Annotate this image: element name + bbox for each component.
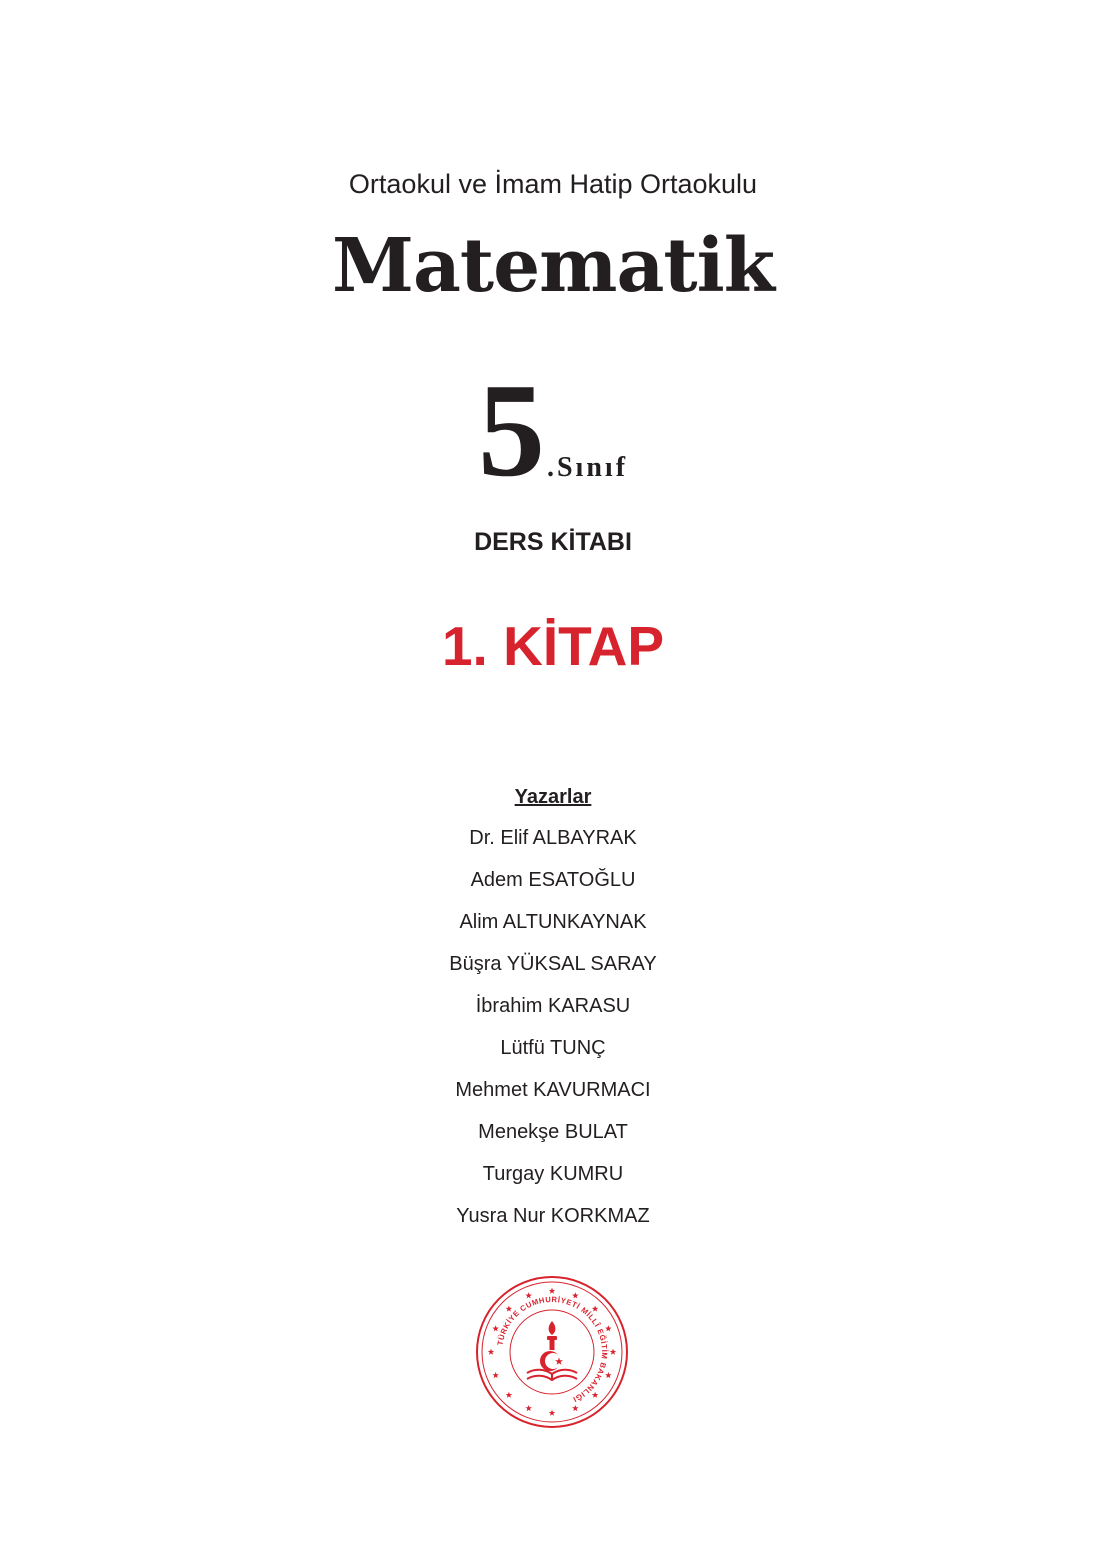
seal-star <box>506 1305 512 1311</box>
seal-star <box>592 1392 598 1398</box>
author-name: Büşra YÜKSAL SARAY <box>449 953 657 975</box>
grade-suffix: .Sınıf <box>546 452 629 483</box>
open-book-icon <box>527 1370 577 1380</box>
author-name: Dr. Elif ALBAYRAK <box>469 827 637 849</box>
seal-star <box>572 1405 578 1411</box>
seal-star <box>605 1372 611 1378</box>
authors-list <box>0 824 1106 1244</box>
seal-star <box>592 1305 598 1311</box>
author-name: Lütfü TUNÇ <box>500 1037 606 1059</box>
seal-star <box>549 1410 555 1416</box>
authors-heading: Yazarlar <box>514 786 592 808</box>
seal-star <box>610 1349 616 1355</box>
author-name: Menekşe BULAT <box>478 1121 628 1143</box>
author-name: Yusra Nur KORKMAZ <box>456 1205 650 1227</box>
author-name: İbrahim KARASU <box>475 995 631 1017</box>
seal-star <box>572 1292 578 1298</box>
seal-star <box>525 1292 531 1298</box>
seal-star <box>488 1349 494 1355</box>
cover-subtitle: Ortaokul ve İmam Hatip Ortaokulu <box>348 169 758 199</box>
crescent-star-icon <box>540 1351 563 1371</box>
seal-star <box>549 1288 555 1294</box>
seal-star <box>525 1405 531 1411</box>
book-type: DERS KİTABI <box>474 528 632 556</box>
book-title: Matematik <box>332 223 774 309</box>
author-name: Adem ESATOĞLU <box>470 869 636 891</box>
grade-label <box>0 356 1106 504</box>
author-name: Turgay KUMRU <box>482 1163 624 1185</box>
grade-number: 5 <box>477 356 545 504</box>
seal-star <box>506 1392 512 1398</box>
author-name: Alim ALTUNKAYNAK <box>459 911 647 933</box>
author-name: Mehmet KAVURMACI <box>455 1079 651 1101</box>
ministry-seal-icon <box>475 1275 629 1429</box>
seal-text: TÜRKİYE CUMHURİYETİ MİLLÎ EĞİTİM BAKANLIĞI <box>495 1294 610 1405</box>
volume-label: 1. KİTAP <box>441 615 665 677</box>
torch-icon <box>547 1321 557 1350</box>
seal-star <box>605 1325 611 1331</box>
seal-star <box>492 1372 498 1378</box>
seal-star <box>492 1325 498 1331</box>
